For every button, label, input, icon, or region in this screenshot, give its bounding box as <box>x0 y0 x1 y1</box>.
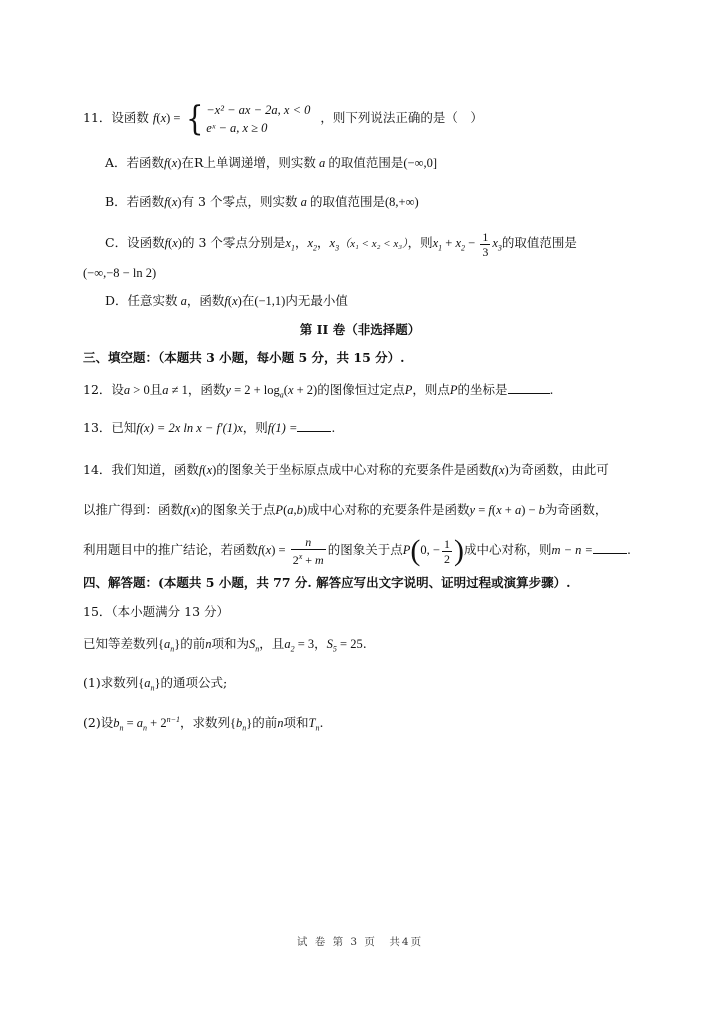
q12-cond2: a ≠ 1 <box>162 383 188 397</box>
q11-number: 11． <box>83 110 112 125</box>
q15-part2-text5: . <box>319 715 324 731</box>
option-d-interval: (−1,1) <box>254 294 286 308</box>
q15-cond2: $S_5 = 25$ <box>326 637 363 654</box>
option-c-text: 的 3 个零点分别是 <box>181 235 286 250</box>
option-b-label: B．若函数 <box>105 194 165 209</box>
option-c-expr: $x_1 + x_2$ − $\frac{1}{3}$ $x_3$ <box>432 229 502 259</box>
q14-shifted-function: y = f(x + a) − b <box>469 503 545 517</box>
q14-answer-blank[interactable] <box>593 541 627 554</box>
q15-cond1: $a_2 = 3$ <box>284 637 315 654</box>
q11-case1: −x² − ax − 2a, x < 0 <box>206 102 311 117</box>
page-footer: 试 卷 第 3 页 共4页 <box>296 936 424 948</box>
option-d-text3: 内无最小值 <box>285 293 348 308</box>
q12-function: $y = 2 + \log_a(x + 2)$ <box>225 383 318 400</box>
point-P: P <box>449 383 458 397</box>
section4-title: 四、解答题：(本题共 5 小题，共 77 分. 解答应写出文字说明、证明过程或演算步骤）. <box>83 575 571 590</box>
q15-part2-text4: 项和 <box>283 715 309 731</box>
q15-heading: 15．（本小题满分 13 分） <box>83 604 230 619</box>
fx: f(x) <box>164 195 182 209</box>
q14-point: P(0, − $\frac{1}{2}$ ) <box>402 534 464 568</box>
q15-text3: 项和为 <box>211 636 250 651</box>
option-c-text2: ，则 <box>407 235 433 250</box>
q13-expression: f(x) = 2x ln x − f′(1)x <box>136 421 243 435</box>
q12-number: 12．设 <box>83 382 124 397</box>
option-b-text: 有 3 个零点，则实数 <box>181 194 298 209</box>
option-d-label: D．任意实数 <box>105 293 178 308</box>
option-a-text2: 的取值范围是 <box>328 155 404 170</box>
q13-t1: ，则 <box>242 420 268 435</box>
zeros: $x_1$，$x_2$，$x_3$ <box>285 236 340 253</box>
q15-part1-text2: 的通项公式; <box>160 675 228 690</box>
q11-function: f(x) = <box>152 111 184 125</box>
q14-function: f(x) = $\frac{n}{2^x + m}$ <box>258 535 324 568</box>
var-a: a <box>177 294 187 308</box>
var-n: n <box>277 716 284 731</box>
q15-part2-text2: ，求数列 <box>180 715 231 731</box>
q15-stem <box>83 635 367 659</box>
option-a-mid: 在 <box>181 155 194 170</box>
option-a-R: R <box>193 155 204 170</box>
q11-option-b <box>105 193 419 211</box>
var-n: n <box>205 637 212 651</box>
q14-text9: 的图象关于点 <box>327 542 403 557</box>
q14-text1: 14．我们知道，函数 <box>83 462 199 477</box>
q12-t5: 的坐标是 <box>457 382 508 397</box>
q12-end: . <box>549 382 554 397</box>
option-a-label: A．若函数 <box>105 155 165 170</box>
seq-bn: $\{b_n\}$ <box>230 716 253 733</box>
q15-text2: 的前 <box>180 636 206 651</box>
fx: f(x) <box>183 503 201 517</box>
section3-title: 三、填空题：（本题共 3 小题，每小题 5 分，共 15 分）. <box>83 350 405 365</box>
option-b-text2: 的取值范围是 <box>309 194 385 209</box>
q14-text7: 为奇函数， <box>544 502 608 517</box>
option-b-range: (8,+∞) <box>385 195 419 209</box>
var-a: a <box>315 156 329 170</box>
q11-option-c-range: (−∞,−8 − ln 2) <box>83 266 157 280</box>
q14-text3: 为奇函数，由此可 <box>508 462 609 477</box>
q15-text4: ，且 <box>259 636 285 651</box>
q14-text5: 的图象关于点 <box>200 502 276 517</box>
q15-text6: . <box>362 636 367 651</box>
q14-line1 <box>83 461 609 479</box>
sum-Sn: $S_n$ <box>249 637 260 654</box>
q15-text1: 已知等差数列 <box>83 636 159 651</box>
seq-an: $\{a_n\}$ <box>138 676 161 693</box>
q13 <box>83 419 335 437</box>
option-a-text: 上单调递增，则实数 <box>203 155 316 170</box>
q11-option-a <box>105 154 437 172</box>
q12-answer-blank[interactable] <box>508 381 550 394</box>
option-c-text3: 的取值范围是 <box>501 235 577 250</box>
q14-text10: 成中心对称，则 <box>463 542 552 557</box>
q14-end: . <box>626 542 631 557</box>
q11-option-c <box>105 228 577 264</box>
seq-an: $\{a_n\}$ <box>158 637 181 654</box>
q14-text2: 的图象关于坐标原点成中心对称的充要条件是函数 <box>216 462 492 477</box>
option-d-text: ，函数 <box>186 293 225 308</box>
q12-t2: ，函数 <box>187 382 226 397</box>
cases-brace: { <box>185 98 204 139</box>
q12-t3: 的图像恒过定点 <box>317 382 405 397</box>
q15-part2 <box>83 711 323 738</box>
q14-text6: 成中心对称的充要条件是函数 <box>307 502 470 517</box>
q13-number: 13．已知 <box>83 420 137 435</box>
q14-line2 <box>83 501 607 519</box>
option-d-text2: 在 <box>241 293 255 308</box>
part2-title: 第 II 卷（非选择题） <box>299 322 421 337</box>
q14-expression: m − n = <box>551 543 593 557</box>
q12-t1: 且 <box>149 382 163 397</box>
point-P: P <box>404 383 413 397</box>
q15-text5: ， <box>314 636 327 651</box>
q11-case2: eˣ − a, x ≥ 0 <box>206 120 268 135</box>
q15-part2-text3: 的前 <box>252 715 278 731</box>
q15-part2-text1: (2)设 <box>83 715 114 731</box>
q13-expression2: f(1) = <box>267 421 298 435</box>
q13-end: . <box>331 420 336 435</box>
q11-lead: 设函数 <box>111 110 149 125</box>
q12-cond1: a > 0 <box>123 383 150 397</box>
q14-line3 <box>83 532 631 569</box>
q12 <box>83 381 554 405</box>
option-c-label: C．设函数 <box>105 235 165 250</box>
q15-part1-text1: (1)求数列 <box>83 675 139 690</box>
sum-Tn: $T_n$ <box>308 716 320 733</box>
q11-tail: ，则下列说法正确的是（ ） <box>320 110 483 125</box>
q13-answer-blank[interactable] <box>297 419 331 432</box>
q15-bn-def: $b_n = a_n + 2^{n-1}$ <box>113 715 180 733</box>
q11-stem <box>83 98 483 138</box>
q14-text8: 利用题目中的推广结论，若函数 <box>83 542 259 557</box>
fx: f(x) <box>491 463 509 477</box>
q11-option-d <box>105 292 348 310</box>
fx: f(x) <box>224 294 242 308</box>
q14-text4: 以推广得到：函数 <box>83 502 184 517</box>
q11-cases <box>206 101 310 137</box>
q15-part1 <box>83 674 227 698</box>
var-a: a <box>297 195 310 209</box>
fx: f(x) <box>198 463 217 477</box>
q12-t4: ，则点 <box>412 382 450 397</box>
fx: f(x) <box>164 156 182 170</box>
option-c-condition: （x₁ < x₂ < x₃） <box>339 238 408 250</box>
fx: f(x) <box>164 236 182 250</box>
option-a-range: (−∞,0] <box>403 156 438 170</box>
point-Pab: P(a,b) <box>275 503 308 517</box>
